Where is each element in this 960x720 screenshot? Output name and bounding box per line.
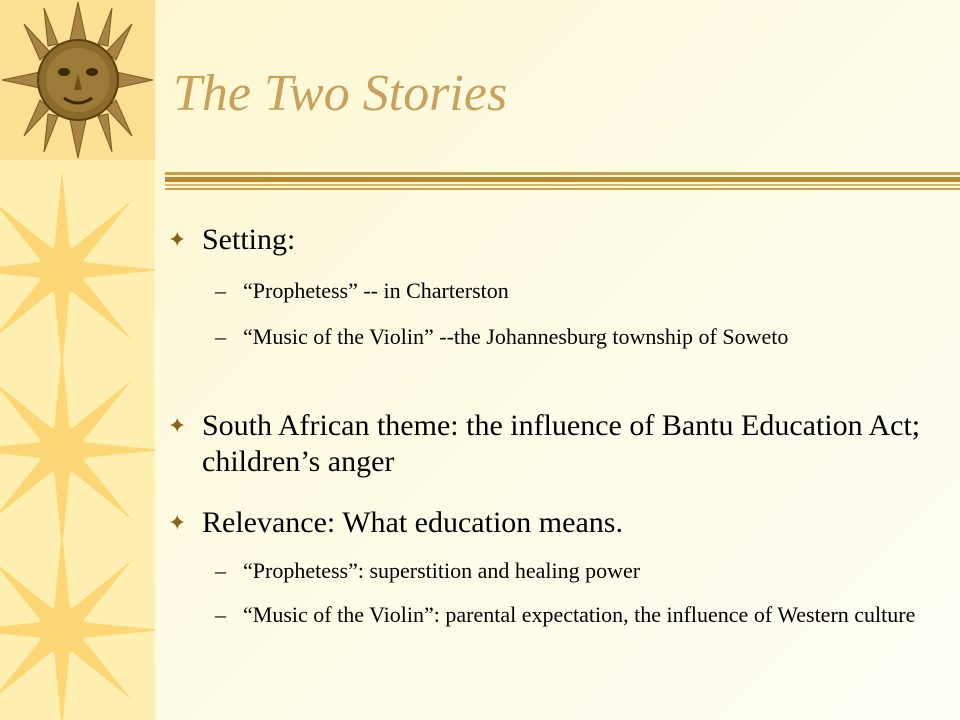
bullet-item: [168, 222, 948, 258]
bullet-text: Setting:: [202, 223, 296, 256]
bullet-text: Relevance: What education means.: [202, 506, 623, 539]
sub-bullet-text: “Prophetess”: superstition and healing power: [243, 558, 641, 583]
dash-marker: –: [215, 278, 226, 303]
sub-bullet-text: “Prophetess” -- in Charterston: [243, 278, 509, 303]
star-bullet-icon: ✦: [168, 510, 187, 535]
sub-bullet-item: [215, 276, 950, 306]
star-bullet-icon: ✦: [168, 413, 187, 438]
dash-marker: –: [215, 558, 226, 583]
star-bullet-icon: ✦: [168, 227, 187, 252]
sub-bullet-item: [215, 556, 950, 586]
sub-bullet-item: [215, 322, 950, 352]
bullet-item: [168, 408, 948, 480]
bullet-text: South African theme: the influence of Bantu Education Act; children’s anger: [202, 409, 921, 478]
sub-bullet-item: [215, 600, 950, 630]
sub-bullet-text: “Music of the Violin” --the Johannesburg township of Soweto: [243, 324, 789, 349]
sun-rays-decoration: [0, 160, 155, 720]
sun-face-icon: [0, 0, 155, 160]
slide-title: The Two Stories: [173, 65, 508, 122]
bullet-item: [168, 505, 948, 541]
sub-bullet-text: “Music of the Violin”: parental expectation, the influence of Western culture: [243, 602, 916, 627]
dash-marker: –: [215, 602, 226, 627]
dash-marker: –: [215, 324, 226, 349]
title-divider: [165, 172, 960, 190]
